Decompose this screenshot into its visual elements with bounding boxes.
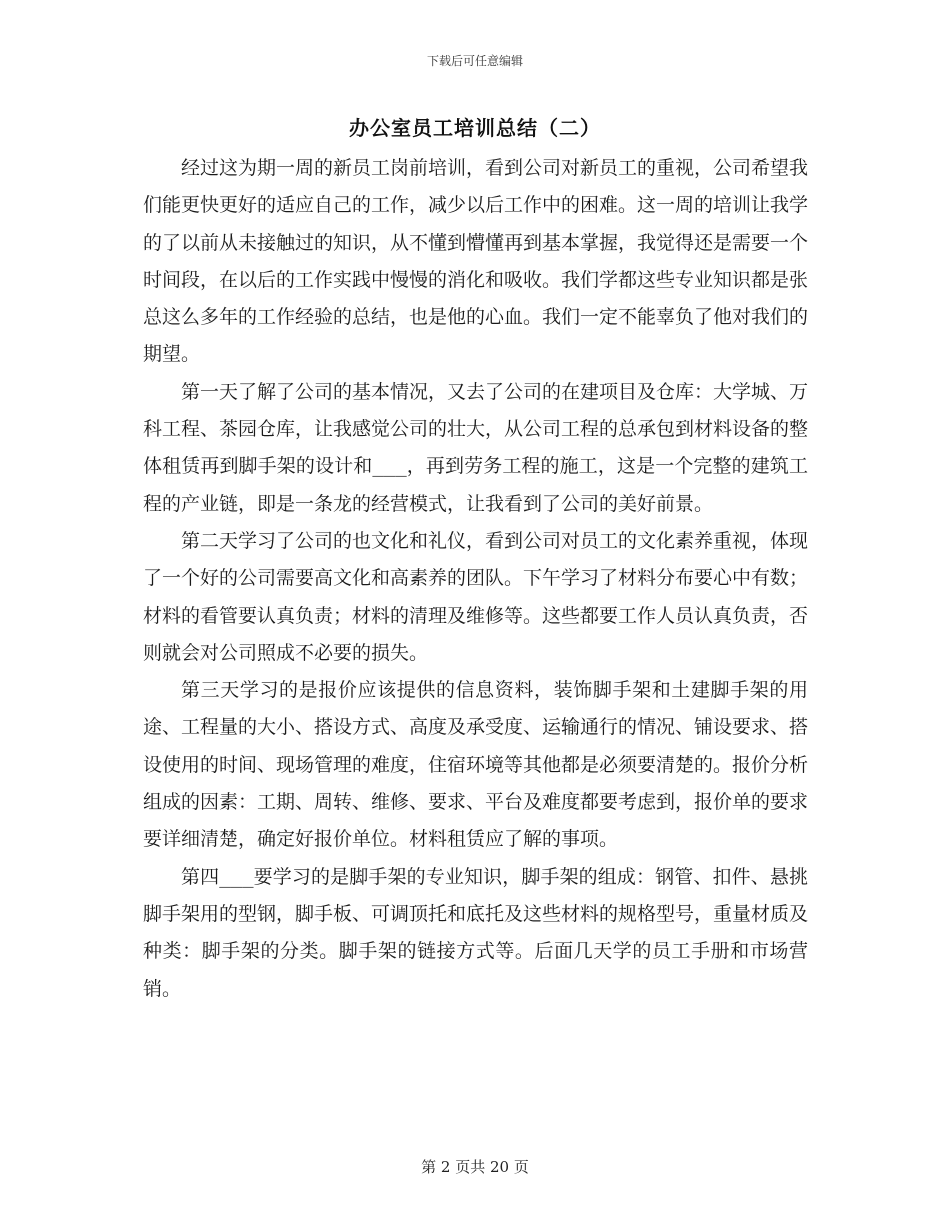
paragraph-5: 第四___要学习的是脚手架的专业知识，脚手架的组成：钢管、扣件、悬挑脚手架用的型钢，脚手板、可调顶托和底托及这些材料的规格型号，重量材质及种类：脚手架的分类。脚手架的链接方式等。后面几天学的员工手册和市场营销。 [143,865,809,1000]
paragraph-3: 第二天学习了公司的也文化和礼仪，看到公司对员工的文化素养重视，体现了一个好的公司需要高文化和高素养的团队。下午学习了材料分布要心中有数；材料的看管要认真负责；材料的清理及维修等。这些都要工作人员认真负责，否则就会对公司照成不必要的损失。 [143,529,809,664]
document-body [143,150,808,1008]
paragraph-2: 第一天了解了公司的基本情况，又去了公司的在建项目及仓库：大学城、万科工程、茶园仓库，让我感觉公司的壮大，从公司工程的总承包到材料设备的整体租赁再到脚手架的设计和___，再到劳务工程的施工，这是一个完整的建筑工程的产业链，即是一条龙的经营模式，让我看到了公司的美好前景。 [143,380,809,515]
page-indicator: 第 2 页共 20 页 [421,1158,529,1176]
header-note: 下载后可任意编辑 [426,54,523,68]
paragraph-4: 第三天学习的是报价应该提供的信息资料，装饰脚手架和土建脚手架的用途、工程量的大小、搭设方式、高度及承受度、运输通行的情况、铺设要求、搭设使用的时间、现场管理的难度，住宿环境等其他都是必须要清楚的。报价分析组成的因素：工期、周转、维修、要求、平台及难度都要考虑到，报价单的要求要详细清楚，确定好报价单位。材料租赁应了解的事项。 [143,679,809,851]
paragraph-1: 经过这为期一周的新员工岗前培训，看到公司对新员工的重视，公司希望我们能更快更好的适应自己的工作，减少以后工作中的困难。这一周的培训让我学的了以前从未接触过的知识，从不懂到懵懂再到基本掌握，我觉得还是需要一个时间段，在以后的工作实践中慢慢的消化和吸收。我们学都这些专业知识都是张总这么多年的工作经验的总结，也是他的心血。我们一定不能辜负了他对我们的期望。 [143,157,809,366]
document-title: 办公室员工培训总结（二） [349,116,601,140]
